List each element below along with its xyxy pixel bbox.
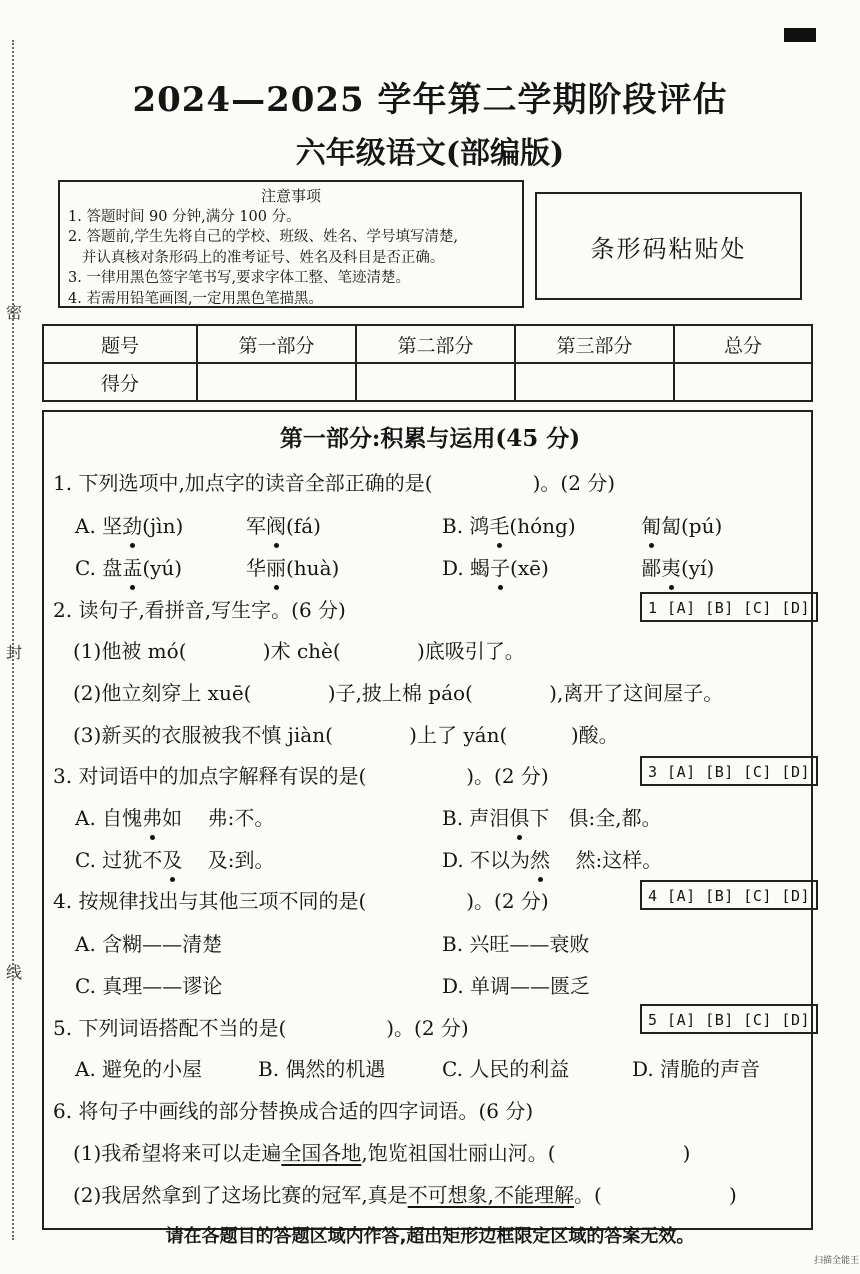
score-header: 总分 — [674, 325, 812, 363]
notice-item: 并认真核对条形码上的准考证号、姓名及科目是否正确。 — [68, 249, 445, 266]
barcode-area — [535, 192, 802, 300]
q1-option-b1: B. 鸿毛(hóng) — [442, 510, 576, 539]
score-header-row — [43, 325, 812, 363]
q4-option-c: C. 真理——谬论 — [75, 974, 223, 998]
score-cell[interactable] — [197, 363, 356, 401]
q6-underlined-phrase: 全国各地 — [281, 1141, 362, 1165]
q6-sentence-1: (1)我希望将来可以走遍全国各地,饱览祖国壮丽山河。( ) — [73, 1141, 691, 1165]
notice-item: 3. 一律用黑色签字笔书写,要求字体工整、笔迹清楚。 — [68, 270, 411, 286]
q1-option-c1: C. 盘盂(yú) — [75, 552, 182, 581]
answer-card-4[interactable]: 4 [A] [B] [C] [D] — [640, 880, 818, 910]
q1-option-c2: 华丽(huà) — [246, 552, 339, 581]
q6-underlined-phrase: 不可想象,不能理解 — [407, 1183, 575, 1207]
binding-mark: 密 — [6, 303, 23, 322]
q1-option-a1: A. 坚劲(jìn) — [75, 510, 183, 539]
score-cell[interactable] — [515, 363, 674, 401]
q5-option-d: D. 清脆的声音 — [632, 1057, 761, 1081]
score-cell[interactable] — [356, 363, 515, 401]
q6-sentence-2: (2)我居然拿到了这场比赛的冠军,真是不可想象,不能理解。( ) — [73, 1183, 737, 1207]
notice-item: 2. 答题前,学生先将自己的学校、班级、姓名、学号填写清楚, — [68, 229, 459, 245]
q2-sentence-3: (3)新买的衣服被我不慎 jiàn( )上了 yán( )酸。 — [73, 723, 619, 747]
binding-mark: 封 — [6, 643, 23, 662]
q1-stem: 1. 下列选项中,加点字的读音全部正确的是( — [53, 471, 433, 495]
score-header: 题号 — [43, 325, 197, 363]
question-5: 5. 下列词语搭配不当的是( )。(2 分) — [53, 1016, 469, 1040]
notice-box — [58, 180, 524, 308]
q5-option-a: A. 避免的小屋 — [75, 1057, 203, 1081]
notice-item: 4. 若需用铅笔画图,一定用黑色笔描黑。 — [68, 290, 324, 307]
section-title: 第一部分:积累与运用(45 分) — [279, 425, 581, 452]
score-cell[interactable] — [674, 363, 812, 401]
question-4: 4. 按规律找出与其他三项不同的是( )。(2 分) — [53, 889, 549, 913]
q2-sentence-2: (2)他立刻穿上 xuē( )子,披上棉 páo( ),离开了这间屋子。 — [73, 681, 724, 705]
q4-option-a: A. 含糊——清楚 — [75, 932, 223, 956]
q1-stem-end: )。(2 分) — [532, 471, 616, 495]
corner-marker — [784, 28, 816, 42]
q3-option-d: D. 不以为然 然:这样。 — [442, 844, 662, 873]
footer-instruction: 请在各题目的答题区域内作答,超出矩形边框限定区域的答案无效。 — [165, 1226, 695, 1247]
score-header: 第一部分 — [197, 325, 356, 363]
notice-heading: 注意事项 — [260, 187, 321, 205]
answer-card-1[interactable]: 1 [A] [B] [C] [D] — [640, 592, 818, 622]
q1-option-d2: 鄙夷(yí) — [641, 552, 714, 581]
q3-option-a: A. 自愧弗如 弗:不。 — [75, 802, 274, 831]
barcode-label: 条形码粘贴处 — [590, 234, 747, 263]
q1-option-d1: D. 蝎子(xē) — [442, 552, 549, 581]
answer-card-5[interactable]: 5 [A] [B] [C] [D] — [640, 1004, 818, 1034]
score-row — [43, 363, 812, 401]
q1-option-b2: 匍匐(pú) — [641, 510, 722, 539]
q5-option-b: B. 偶然的机遇 — [258, 1057, 386, 1081]
score-row-label: 得分 — [43, 363, 197, 401]
question-3: 3. 对词语中的加点字解释有误的是( )。(2 分) — [53, 764, 549, 788]
q4-option-d: D. 单调——匮乏 — [442, 974, 591, 998]
score-table — [42, 324, 813, 402]
score-header: 第三部分 — [515, 325, 674, 363]
scanner-watermark: 扫描全能王 — [814, 1256, 860, 1266]
notice-item: 1. 答题时间 90 分钟,满分 100 分。 — [68, 208, 301, 225]
question-6: 6. 将句子中画线的部分替换成合适的四字词语。(6 分) — [53, 1099, 534, 1123]
score-header: 第二部分 — [356, 325, 515, 363]
q4-option-b: B. 兴旺——衰败 — [442, 932, 590, 956]
q3-option-c: C. 过犹不及 及:到。 — [75, 844, 274, 873]
q3-option-b: B. 声泪俱下 俱:全,都。 — [442, 802, 662, 831]
exam-subtitle: 六年级语文(部编版) — [295, 136, 565, 171]
exam-title: 2024—2025 学年第二学期阶段评估 — [132, 80, 728, 120]
answer-card-3[interactable]: 3 [A] [B] [C] [D] — [640, 756, 818, 786]
q5-option-c: C. 人民的利益 — [442, 1057, 570, 1081]
q2-sentence-1: (1)他被 mó( )术 chè( )底吸引了。 — [73, 639, 525, 663]
binding-mark: 线 — [6, 963, 23, 982]
q1-option-a2: 军阀(fá) — [246, 510, 321, 539]
question-1 — [53, 467, 615, 496]
question-2: 2. 读句子,看拼音,写生字。(6 分) — [53, 598, 346, 622]
